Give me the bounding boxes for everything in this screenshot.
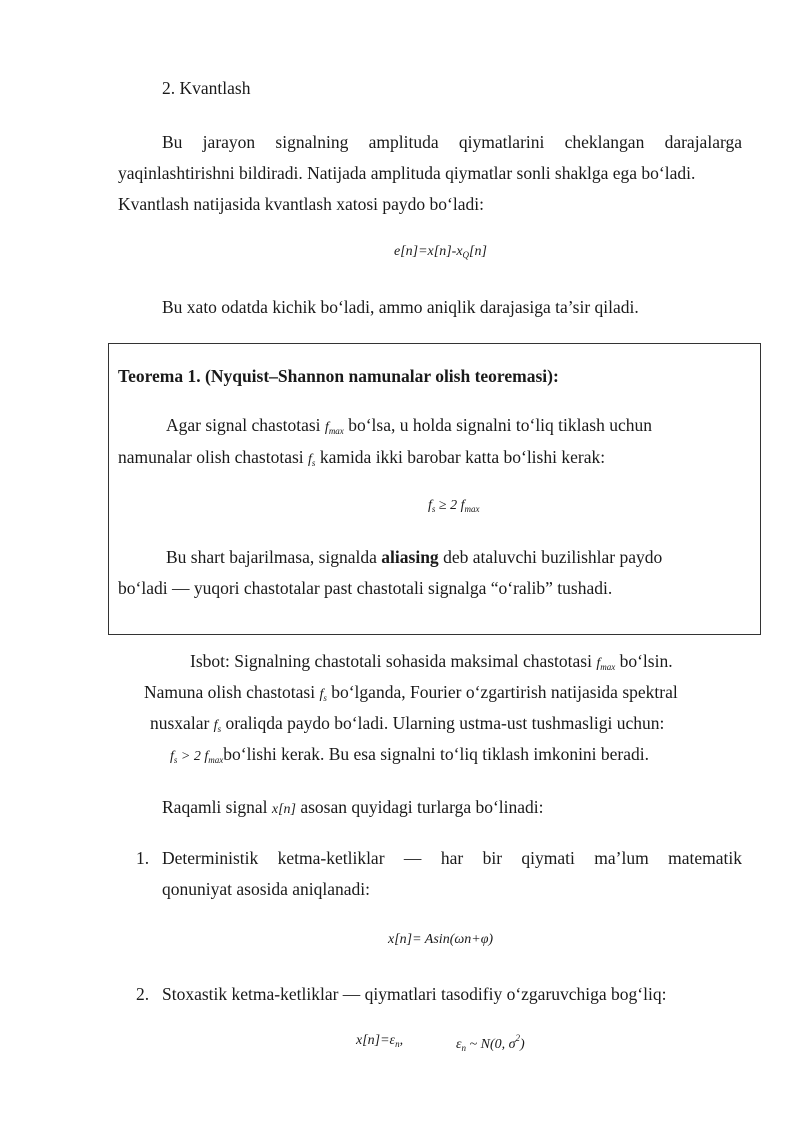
list-number: 2.: [136, 984, 150, 1004]
equation-nyquist: $f_s \ge 2$ $f_{max}$: [428, 498, 480, 514]
equation-text: $e[n]=x[n]-x_Q[n]$: [394, 244, 487, 260]
paragraph-line: Bu xato odatda kichik bo‘ladi, ammo aniqlik darajasiga ta’sir qiladi.: [162, 297, 639, 317]
theorem-line: Bu shart bajarilmasa, signalda aliasing deb ataluvchi buzilishlar paydo: [166, 547, 663, 567]
paragraph-line: yaqinlashtirishni bildiradi. Natijada amplituda qiymatlar sonli shaklga ega bo‘ladi.: [118, 163, 696, 183]
equation-quantization-error: [394, 244, 487, 260]
aliasing-term: aliasing: [381, 547, 439, 567]
theorem-title: Teorema 1. (Nyquist–Shannon namunalar olish teoremasi):: [118, 366, 559, 386]
equation-deterministic: x[n]= Asin(ωn+φ): [388, 932, 494, 947]
proof-line: Isbot: Signalning chastotali sohasida maksimal chastotasi $f_{max}$ bo‘lsin.: [190, 651, 673, 672]
proof-line: Namuna olish chastotasi $f_s$ bo‘lganda, Fourier o‘zgartirish natijasida spektral: [144, 682, 678, 703]
list-item-line: Stoxastik ketma-ketliklar — qiymatlari tasodifiy o‘zgaruvchiga bog‘liq:: [162, 984, 667, 1004]
paragraph-line: Bu jarayon signalning amplituda qiymatlarini cheklangan darajalarga: [162, 132, 742, 152]
theorem-line: namunalar olish chastotasi $f_s$ kamida ikki barobar katta bo‘lishi kerak:: [118, 447, 606, 468]
list-item-line: qonuniyat asosida aniqlanadi:: [162, 879, 371, 899]
paragraph-line: Raqamli signal x[n] asosan quyidagi turlarga bo‘linadi:: [162, 797, 544, 817]
proof-line: $f_s > 2$ $f_{max}bo‘lishi$ kerak. Bu esa signalni to‘liq tiklash imkonini beradi.: [170, 744, 650, 765]
equation-stochastic-b: $\varepsilon_n$ ~ N(0, $\sigma^2$): [456, 1033, 525, 1053]
section-title: 2. Kvantlash: [162, 78, 251, 98]
equation-stochastic-a: $x[n]=\varepsilon_n$,: [356, 1033, 404, 1049]
proof-line: nusxalar $f_s$ oraliqda paydo bo‘ladi. Ularning ustma-ust tushmasligi uchun:: [150, 713, 665, 734]
paragraph-line: Kvantlash natijasida kvantlash xatosi paydo bo‘ladi:: [118, 194, 484, 214]
theorem-line: bo‘ladi — yuqori chastotalar past chastotali signalga “o‘ralib” tushadi.: [118, 578, 613, 598]
theorem-line: Agar signal chastotasi $f_{max}$ bo‘lsa, u holda signalni to‘liq tiklash uchun: [166, 415, 652, 436]
list-item-line: Deterministik ketma-ketliklar — har bir qiymati ma’lum matematik: [162, 848, 742, 868]
list-number: 1.: [136, 848, 150, 868]
